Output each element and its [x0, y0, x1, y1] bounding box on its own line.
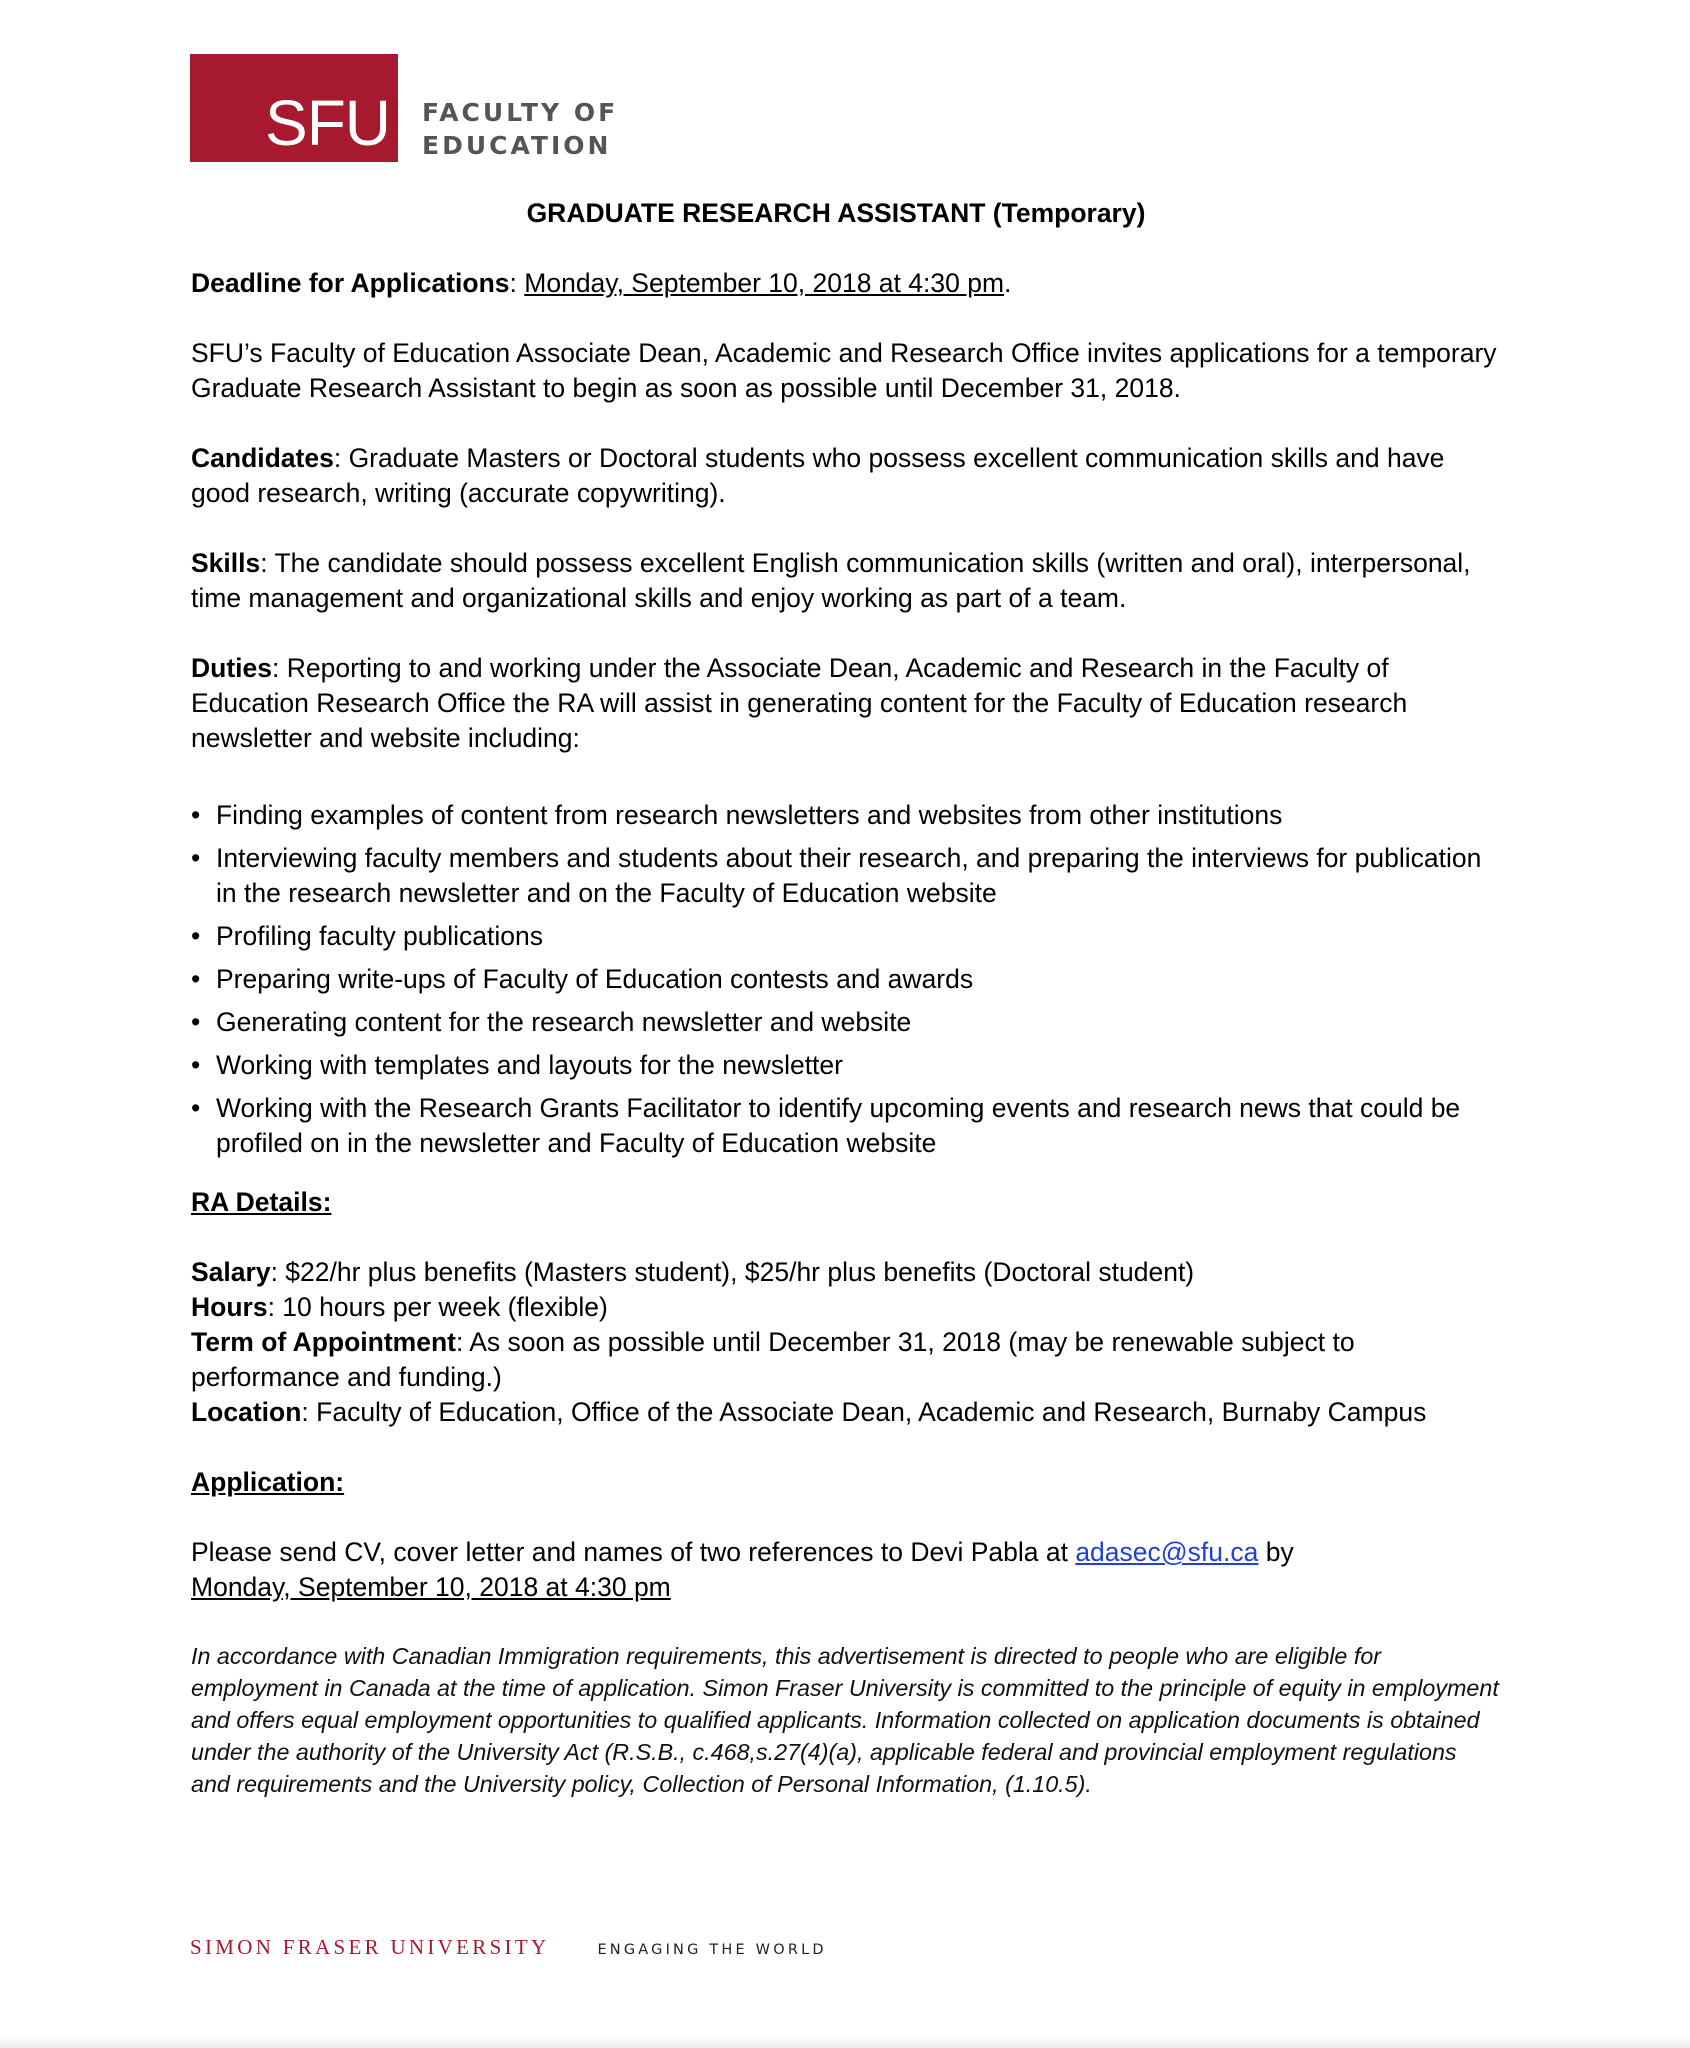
salary-line: [191, 1255, 1501, 1290]
ra-details-heading-text: RA Details: [191, 1187, 323, 1217]
location-line: [191, 1395, 1501, 1430]
location-label: Location: [191, 1397, 302, 1427]
footer-tagline: ENGAGING THE WORLD: [597, 1942, 827, 1958]
duties-list: [191, 798, 1501, 1161]
hours-line: [191, 1290, 1501, 1325]
document-body: [191, 196, 1501, 1800]
application-heading-text: Application: [191, 1467, 336, 1497]
logo-mark: SFU: [265, 87, 390, 159]
term-label: Term of Appointment: [191, 1327, 456, 1357]
sfu-logo: [190, 54, 618, 162]
page-title: GRADUATE RESEARCH ASSISTANT (Temporary): [526, 198, 1146, 228]
list-item: • Finding examples of content from research newsletters and websites from other institutions: [191, 798, 1501, 833]
ra-details-heading: RA Details:: [191, 1187, 332, 1217]
hours-text: : 10 hours per week (flexible): [267, 1292, 608, 1322]
footer: [190, 1935, 827, 1960]
term-text: : As soon as possible until December 31, 2018 (may be renewable subject to performance and funding.): [191, 1327, 1355, 1392]
deadline-paragraph: Deadline for Applications: Monday, September 10, 2018 at 4:30 pm.: [191, 268, 1012, 298]
list-item: • Preparing write-ups of Faculty of Education contests and awards: [191, 962, 1501, 997]
application-paragraph: [191, 1535, 1501, 1605]
candidates-paragraph: [191, 441, 1501, 511]
skills-paragraph: [191, 546, 1501, 616]
deadline-value: Monday, September 10, 2018 at 4:30 pm: [524, 268, 1005, 298]
candidates-text: : Graduate Masters or Doctoral students who possess excellent communication skills and have good research, writing (accurate copywriting).: [191, 443, 1445, 508]
application-date: Monday, September 10, 2018 at 4:30 pm: [191, 1572, 671, 1602]
duties-label: Duties: [191, 653, 272, 683]
application-by: by: [1258, 1537, 1294, 1567]
salary-text: : $22/hr plus benefits (Masters student), $25/hr plus benefits (Doctoral student): [270, 1257, 1195, 1287]
candidates-label: Candidates: [191, 443, 334, 473]
list-item: • Profiling faculty publications: [191, 919, 1501, 954]
term-line: [191, 1325, 1501, 1395]
page-bottom-edge: [0, 2036, 1690, 2048]
skills-text: : The candidate should possess excellent English communication skills (written and oral), interpersonal, time management and organizational skills and enjoy working as part of a team.: [191, 548, 1471, 613]
list-item: • Working with the Research Grants Facilitator to identify upcoming events and research news that could be profiled on in the newsletter and Faculty of Education website: [191, 1091, 1501, 1161]
logo-text: [422, 96, 618, 162]
list-item: • Working with templates and layouts for the newsletter: [191, 1048, 1501, 1083]
duties-paragraph: [191, 651, 1501, 756]
logo-box: [190, 54, 398, 162]
intro-paragraph: SFU’s Faculty of Education Associate Dean, Academic and Research Office invites applications for a temporary Graduate Research Assistant to begin as soon as possible until December 31, 2018.: [191, 338, 1497, 403]
email-link[interactable]: adasec@sfu.ca: [1075, 1537, 1259, 1567]
application-text: Please send CV, cover letter and names of two references to Devi Pabla at: [191, 1537, 1076, 1567]
salary-label: Salary: [191, 1257, 271, 1287]
application-heading: Application:: [191, 1467, 345, 1497]
skills-label: Skills: [191, 548, 261, 578]
list-item: • Generating content for the research newsletter and website: [191, 1005, 1501, 1040]
duties-text: : Reporting to and working under the Associate Dean, Academic and Research in the Faculty of Education Research Office the RA will assist in generating content for the Faculty of Education research newsletter and website including:: [191, 653, 1408, 753]
logo-line-2: EDUCATION: [422, 131, 612, 160]
ra-details: [191, 1255, 1501, 1430]
hours-label: Hours: [191, 1292, 268, 1322]
deadline-label: Deadline for Applications: [191, 268, 510, 298]
disclaimer: In accordance with Canadian Immigration requirements, this advertisement is directed to people who are eligible for employment in Canada at the time of application. Simon Fraser University is committed to the principle of equity in employment and offers equal employment opportunities to qualified applicants. Information collected on application documents is obtained under the authority of the University Act (R.S.B., c.468,s.27(4)(a), applicable federal and provincial employment regulations and requirements and the University policy, Collection of Personal Information, (1.10.5).: [191, 1643, 1499, 1797]
logo-line-1: FACULTY OF: [422, 98, 619, 127]
list-item: • Interviewing faculty members and students about their research, and preparing the interviews for publication in the research newsletter and on the Faculty of Education website: [191, 841, 1501, 911]
location-text: : Faculty of Education, Office of the Associate Dean, Academic and Research, Burnaby Campus: [301, 1397, 1427, 1427]
footer-university: SIMON FRASER UNIVERSITY: [190, 1935, 550, 1959]
